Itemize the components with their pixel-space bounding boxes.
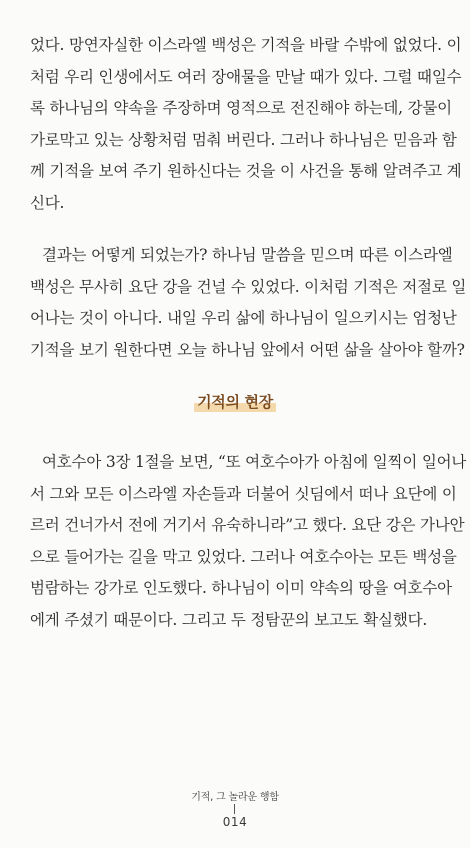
text-line: 었다. 망연자실한 이스라엘 백성은 기적을 바랄 수밖에 없었다. 이 <box>30 36 462 54</box>
text-line: 신다. <box>30 193 65 212</box>
text-line: 록 하나님의 약속을 주장하며 영적으로 전진해야 하는데, 강물이 <box>30 99 452 117</box>
section-heading-text: 기적의 현장 <box>194 391 276 412</box>
text-line: 으로 들어가는 길을 막고 있었다. 그러나 여호수아는 모든 백성을 <box>30 547 457 566</box>
footer-divider <box>234 804 235 814</box>
text-line: 르러 건너가서 전에 거기서 유숙하니라”고 했다. 요단 강은 가나안 <box>30 516 465 534</box>
text-line: 여호수아 3장 1절을 보면, “또 여호수아가 아침에 일찍이 일어나 <box>42 453 467 471</box>
text-line: 처럼 우리 인생에서도 여러 장애물을 만날 때가 있다. 그럴 때일수 <box>30 67 462 86</box>
paragraph-2 <box>30 240 467 366</box>
text-line: 께 기적을 보여 주기 원하신다는 것을 이 사건을 통해 알려주고 계 <box>30 162 462 180</box>
page-number: 014 <box>222 815 248 829</box>
text-line: 에게 주셨기 때문이다. 그리고 두 정탐꾼의 보고도 확실했다. <box>30 610 428 629</box>
text-line: 서 그와 모든 이스라엘 자손들과 더불어 싯딤에서 떠나 요단에 이 <box>30 484 457 503</box>
paragraph-1 <box>30 30 462 219</box>
text-line: 결과는 어떻게 되었는가? 하나님 말씀을 믿으며 따른 이스라엘 <box>42 246 453 264</box>
section-heading <box>0 391 470 412</box>
text-line: 가로막고 있는 상황처럼 멈춰 버린다. 그러나 하나님은 믿음과 함 <box>30 130 457 149</box>
text-line: 어나는 것이 아니다. 내일 우리 삶에 하나님이 일으키시는 엄청난 <box>30 309 457 327</box>
footer-book-title: 기적, 그 놀라운 행함 <box>191 792 279 803</box>
paragraph-3 <box>30 447 467 636</box>
text-line: 범람하는 강가로 인도했다. 하나님이 이미 약속의 땅을 여호수아 <box>30 579 452 597</box>
text-line: 백성은 무사히 요단 강을 건널 수 있었다. 이처럼 기적은 저절로 일 <box>30 277 467 296</box>
text-line: 기적을 보기 원한다면 오늘 하나님 앞에서 어떤 삶을 살아야 할까? <box>30 340 465 359</box>
